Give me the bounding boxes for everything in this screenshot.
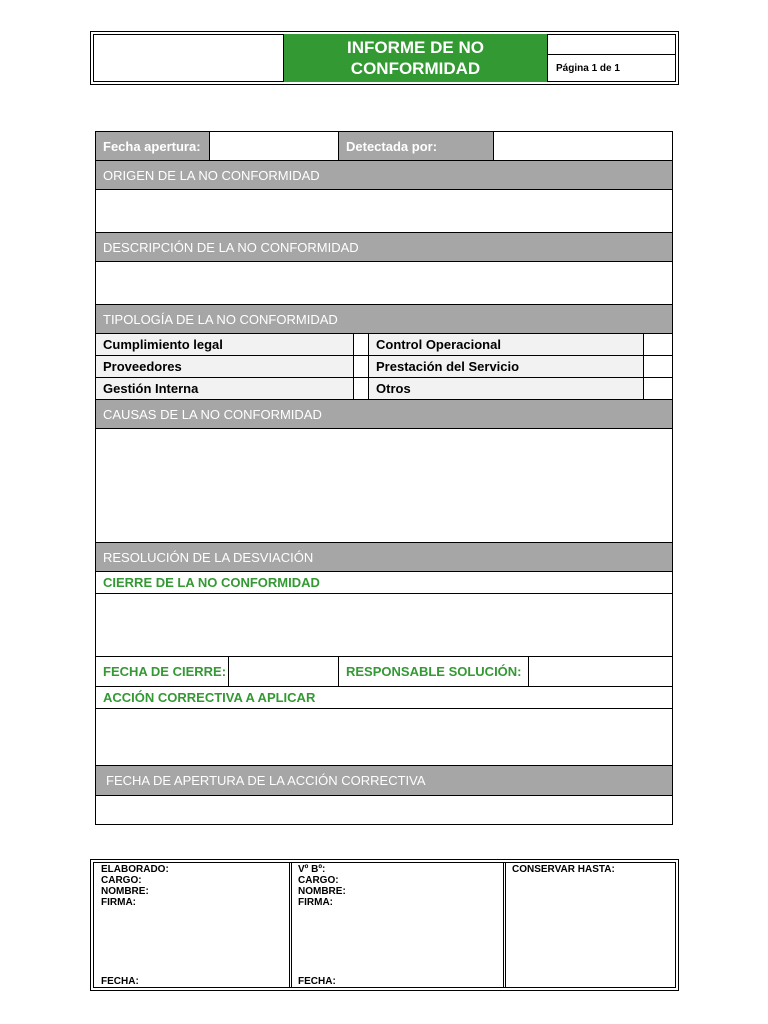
vobo-fecha-label: FECHA: [298,976,336,987]
descripcion-field[interactable] [96,262,672,304]
document-title [284,34,548,82]
cierre-subheader: CIERRE DE LA NO CONFORMIDAD [103,575,320,590]
accion-correctiva-field[interactable] [96,709,672,765]
footer-divider [505,862,506,988]
footer-divider [503,862,504,988]
fecha-cierre-field[interactable] [229,657,339,686]
responsable-solucion-label: RESPONSABLE SOLUCIÓN: [339,657,529,686]
fecha-apertura-accion-header: FECHA DE APERTURA DE LA ACCIÓN CORRECTIVA [96,766,672,795]
elaborado-fecha-label: FECHA: [101,976,139,987]
cierre-field[interactable] [96,594,672,656]
footer-visto-bueno [298,864,498,908]
origen-field[interactable] [96,190,672,232]
detectada-por-field[interactable] [494,132,672,160]
tipologia-otros: Otros [369,378,643,399]
fecha-apertura-label: Fecha apertura: [96,132,210,160]
detectada-por-label: Detectada por: [339,132,494,160]
tipologia-header: TIPOLOGÍA DE LA NO CONFORMIDAD [96,305,672,333]
tipologia-checkbox-column-left[interactable] [353,334,369,399]
cargo-label: CARGO: [298,875,339,886]
tipologia-control-operacional: Control Operacional [369,334,643,355]
vobo-label: Vº Bº: [298,864,326,875]
footer-divider [291,862,292,988]
nombre-label: NOMBRE: [101,886,149,897]
responsable-solucion-field[interactable] [529,657,672,686]
cargo-label: CARGO: [101,875,142,886]
firma-label: FIRMA: [298,897,333,908]
elaborado-label: ELABORADO: [101,864,169,875]
tipologia-prestacion-servicio: Prestación del Servicio [369,356,643,377]
tipologia-cumplimiento-legal: Cumplimiento legal [96,334,353,355]
firma-label: FIRMA: [101,897,136,908]
fecha-apertura-accion-field[interactable] [96,796,672,824]
logo-area [93,34,284,82]
tipologia-proveedores: Proveedores [96,356,353,377]
origen-header: ORIGEN DE LA NO CONFORMIDAD [96,161,672,189]
title-line-2: CONFORMIDAD [350,59,481,78]
footer-elaborado [101,864,281,908]
causas-header: CAUSAS DE LA NO CONFORMIDAD [96,400,672,428]
fecha-cierre-label: FECHA DE CIERRE: [96,657,229,686]
conservar-hasta-label: CONSERVAR HASTA: [512,864,615,875]
nombre-label: NOMBRE: [298,886,346,897]
accion-correctiva-subheader: ACCIÓN CORRECTIVA A APLICAR [103,690,316,705]
causas-field[interactable] [96,429,672,542]
title-line-1: INFORME DE NO [347,38,484,57]
tipologia-checkbox-column-right[interactable] [643,334,672,399]
resolucion-header: RESOLUCIÓN DE LA DESVIACIÓN [96,543,672,571]
footer-divider [289,862,290,988]
header-code-cell [548,34,676,55]
descripcion-header: DESCRIPCIÓN DE LA NO CONFORMIDAD [96,233,672,261]
fecha-apertura-field[interactable] [210,132,339,160]
tipologia-gestion-interna: Gestión Interna [96,378,353,399]
page-number: Página 1 de 1 [556,63,620,74]
